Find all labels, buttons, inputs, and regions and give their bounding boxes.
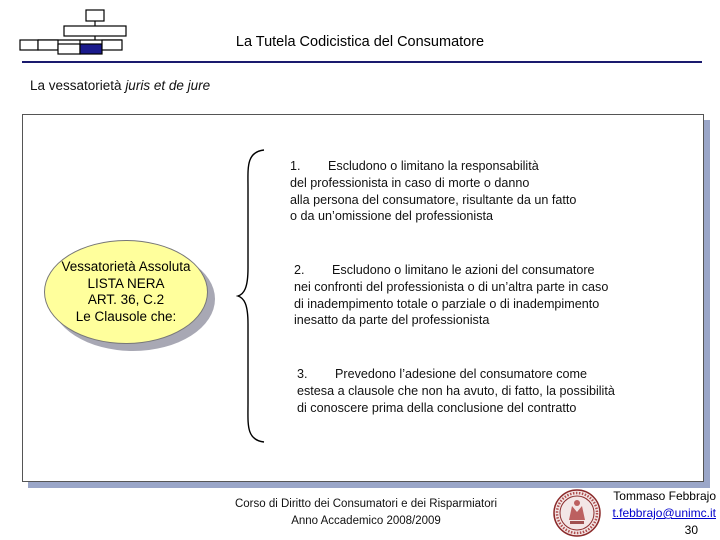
subtitle-italic: juris et de jure: [125, 78, 211, 93]
oval-line: Le Clausole che:: [75, 308, 177, 324]
clause-number: 1.: [290, 159, 301, 173]
university-seal-icon: [552, 488, 602, 538]
clause-line: nei confronti del professionista o di un’altra parte in caso: [294, 279, 609, 294]
clause-line: Escludono o limitano le azioni del consumatore: [332, 263, 595, 277]
clause-line: estesa a clausole che non ha avuto, di fatto, la possibilità: [297, 383, 615, 398]
academic-year: Anno Accademico 2008/2009: [291, 515, 441, 527]
clause-line: o da un’omissione del professionista: [290, 209, 494, 224]
clause-line: inesatto da parte del professionista: [294, 313, 490, 328]
oval-line: ART. 36, C.2: [87, 292, 165, 307]
oval-label: [44, 240, 208, 344]
clause-line: Prevedono l’adesione del consumatore come: [335, 367, 588, 381]
author-block: [598, 488, 720, 539]
page-number: 30: [684, 523, 698, 537]
subtitle-prefix: La vessatorietà: [30, 78, 126, 93]
clause-line: di inadempimento totale o parziale o di inadempimento: [294, 296, 600, 311]
clause-line: Escludono o limitano la responsabilità: [328, 159, 539, 173]
org-chart-icon: [18, 8, 130, 56]
slide-subtitle: [30, 78, 210, 93]
curly-brace: [236, 148, 272, 444]
oval-line: Vessatorietà Assoluta: [61, 259, 191, 274]
clause-line: del professionista in caso di morte o danno: [290, 175, 530, 190]
clause-line: alla persona del consumatore, risultante da un fatto: [290, 192, 577, 207]
clause-number: 3.: [297, 367, 308, 381]
clause-line: di conoscere prima della conclusione del contratto: [297, 400, 577, 415]
clause-item: [297, 366, 667, 416]
course-name: Corso di Diritto dei Consumatori e dei Risparmiatori: [234, 498, 498, 510]
page-title: La Tutela Codicistica del Consumatore: [235, 34, 485, 50]
oval-line: LISTA NERA: [87, 275, 165, 291]
clause-number: 2.: [294, 263, 305, 277]
course-footer: [206, 496, 526, 530]
clause-item: [294, 262, 664, 329]
title-divider: [22, 61, 702, 63]
author-name: Tommaso Febbrajo: [613, 489, 716, 503]
clause-item: [290, 158, 630, 225]
author-email-link[interactable]: t.febbrajo@unimc.it: [612, 506, 716, 520]
